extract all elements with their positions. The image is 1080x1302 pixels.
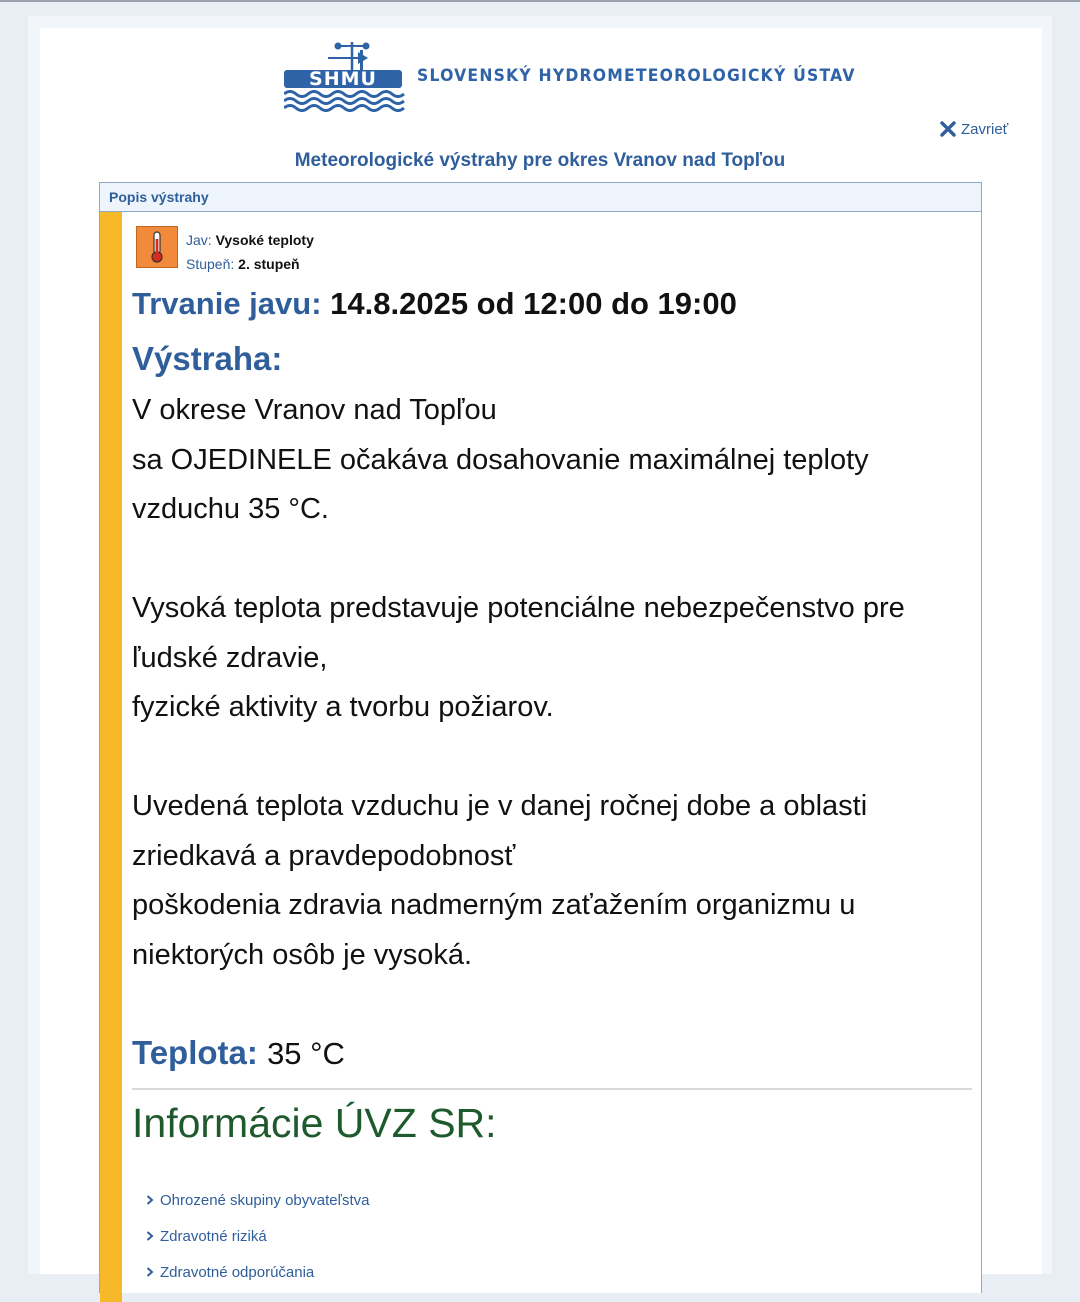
warning-heading: Výstraha: — [132, 340, 283, 377]
warning-line: sa OJEDINELE očakáva dosahovanie maximálnej teploty vzduchu 35 °C. — [132, 443, 869, 525]
link-label: Zdravotné odporúčania — [160, 1263, 315, 1281]
panel-header: Popis výstrahy — [100, 183, 981, 212]
shmu-logo-icon — [284, 40, 409, 112]
warning-line: V okrese Vranov nad Topľou — [132, 394, 497, 426]
phenomenon-label: Jav: — [186, 232, 212, 248]
warning-line: Vysoká teplota predstavuje potenciálne nebezpečenstvo pre ľudské zdravie, — [132, 592, 905, 674]
warning-line: fyzické aktivity a tvorbu požiarov. — [132, 691, 554, 723]
temperature-value: 35 °C — [267, 1036, 345, 1071]
top-border — [0, 0, 1080, 2]
duration — [132, 286, 737, 322]
page — [40, 28, 1042, 1281]
info-heading: Informácie ÚVZ SR: — [132, 1100, 497, 1146]
org-name: SLOVENSKÝ HYDROMETEOROLOGICKÝ ÚSTAV — [417, 66, 856, 86]
warning-panel — [99, 182, 982, 1293]
link-label: Ohrozené skupiny obyvateľstva — [160, 1191, 370, 1209]
link-zdravotne-rizika[interactable] — [144, 1218, 370, 1254]
thermometer-icon — [136, 226, 178, 268]
warning-line: poškodenia zdravia nadmerným zaťažením organizmu u niektorých osôb je vysoká. — [132, 889, 856, 971]
divider — [132, 1088, 972, 1090]
link-ohrozene-skupiny[interactable] — [144, 1182, 370, 1218]
warning-line — [132, 733, 972, 783]
warning-text — [132, 386, 972, 980]
temperature — [132, 1034, 345, 1072]
warning-line: Uvedená teplota vzduchu je v danej ročnej dobe a oblasti zriedkavá a pravdepodobnosť — [132, 790, 868, 872]
chevron-right-icon — [144, 1230, 156, 1242]
page-title: Meteorologické výstrahy pre okres Vranov nad Topľou — [294, 150, 786, 171]
warning-line — [132, 535, 972, 585]
duration-value: 14.8.2025 od 12:00 do 19:00 — [330, 286, 737, 321]
link-label: Zdravotné riziká — [160, 1227, 267, 1245]
duration-label: Trvanie javu: — [132, 286, 322, 321]
close-button[interactable] — [939, 120, 1008, 138]
temperature-label: Teplota: — [132, 1034, 258, 1071]
level-value: 2. stupeň — [238, 256, 300, 272]
level-label: Stupeň: — [186, 256, 235, 272]
chevron-right-icon — [144, 1266, 156, 1278]
phenomenon-text — [186, 228, 314, 276]
chevron-right-icon — [144, 1194, 156, 1206]
svg-text:SHMÚ: SHMÚ — [309, 68, 377, 90]
close-label: Zavrieť — [961, 120, 1009, 138]
phenomenon-info — [136, 226, 314, 276]
warning-level-bar — [100, 212, 122, 1302]
close-icon — [939, 120, 957, 138]
link-zdravotne-odporucania[interactable] — [144, 1254, 370, 1290]
phenomenon-value: Vysoké teploty — [215, 232, 314, 248]
